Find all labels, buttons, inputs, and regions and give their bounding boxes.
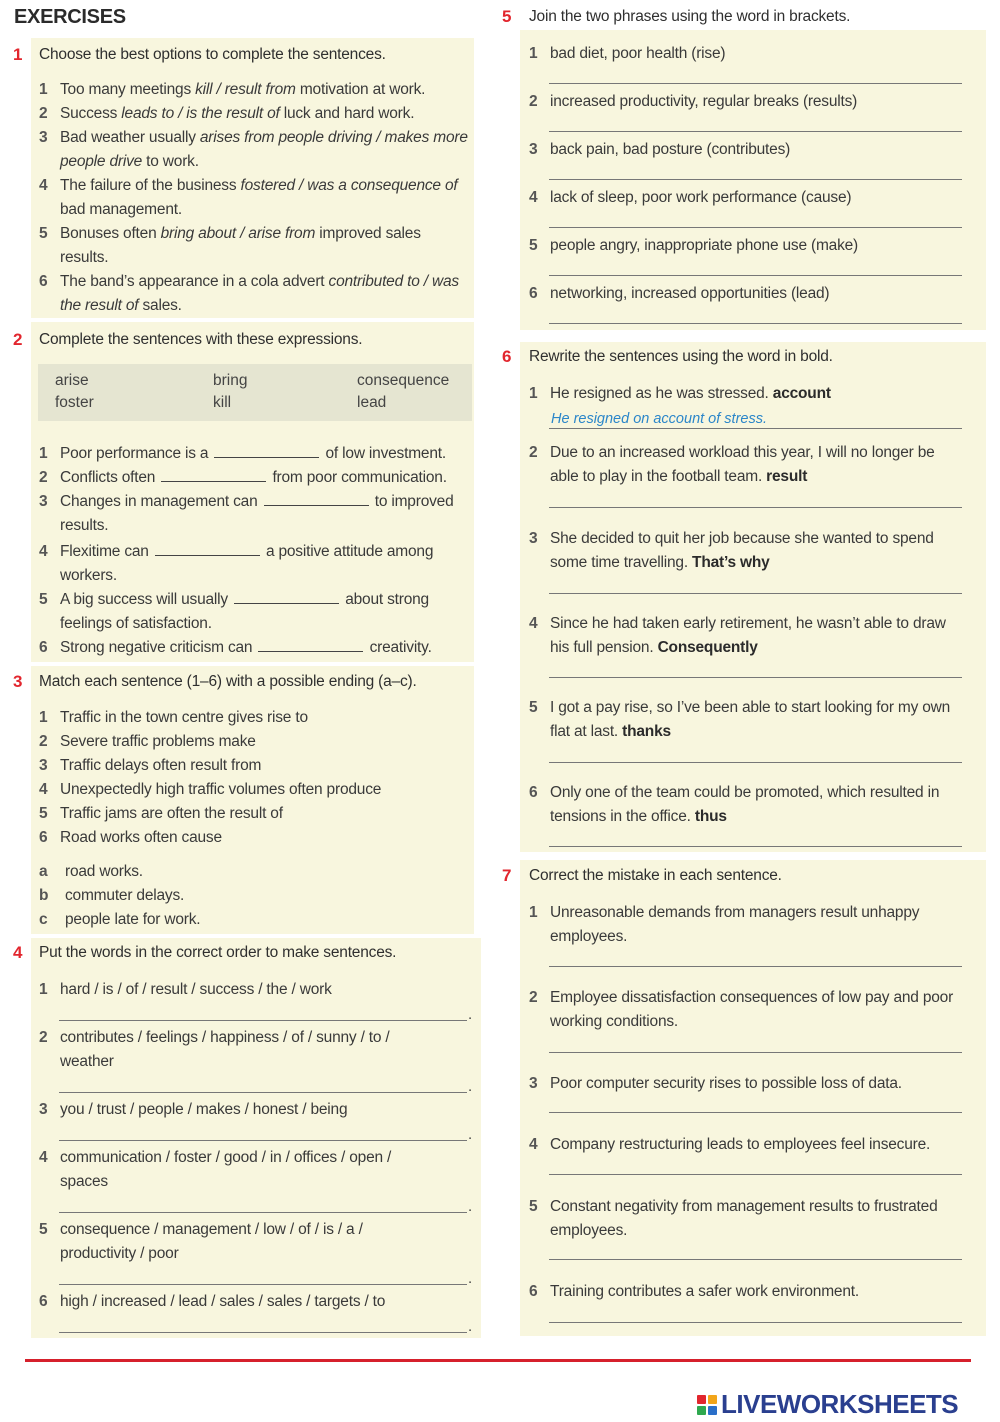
option-choices: leads to / is the result of [121, 105, 280, 122]
item-text: Training contributes a safer work environment. [550, 1283, 859, 1300]
expression-word: arise [55, 372, 89, 389]
item-number: 4 [529, 1136, 538, 1153]
sentence-text: sales. [138, 297, 182, 314]
item-text [60, 270, 471, 318]
answer-line[interactable] [549, 227, 962, 228]
exercise-item [39, 222, 471, 270]
item-number: 1 [39, 81, 48, 98]
example-answer: He resigned on account of stress. [551, 411, 768, 427]
expression-word: kill [213, 394, 232, 411]
exercise-item [39, 778, 469, 802]
item-number: 6 [529, 1283, 538, 1300]
item-text: people angry, inappropriate phone use (make) [550, 237, 859, 254]
item-text [60, 466, 471, 490]
item-text [550, 382, 967, 406]
line-period: . [468, 1318, 473, 1335]
exercise-item [529, 1133, 967, 1157]
item-text [550, 781, 967, 829]
item-number: 6 [39, 829, 48, 846]
exercise-2-instruction: Complete the sentences with these expressions. [39, 331, 363, 348]
item-text: increased productivity, regular breaks (results) [550, 93, 858, 110]
item-text [60, 442, 471, 466]
item-text: Poor computer security rises to possible loss of data. [550, 1075, 902, 1092]
answer-line[interactable] [59, 1140, 467, 1141]
item-text: consequence / management / low / of / is / a / productivity / poor [60, 1221, 363, 1262]
ending-item [39, 860, 459, 884]
sentence-text: The band’s appearance in a cola advert [60, 273, 329, 290]
ending-letter: b [39, 887, 49, 904]
sentence-text: The failure of the business [60, 177, 241, 194]
item-text [60, 540, 471, 588]
item-text [550, 696, 967, 744]
exercise-item [39, 78, 471, 102]
exercise-item [39, 636, 471, 660]
item-number: 4 [529, 189, 538, 206]
sentence-text: about strong feelings of satisfaction. [60, 591, 429, 632]
item-text: Severe traffic problems make [60, 733, 256, 750]
expression-word: consequence [357, 372, 450, 389]
item-text [60, 636, 471, 660]
line-period: . [468, 1078, 473, 1095]
item-number: 5 [529, 1198, 538, 1215]
ending-item [39, 884, 459, 908]
exercise-item [39, 588, 471, 636]
item-text: Employee dissatisfaction consequences of low pay and poor working conditions. [550, 989, 954, 1030]
sentence-text: to improved results. [60, 493, 454, 534]
exercise-item [529, 234, 969, 258]
item-text [60, 78, 471, 102]
exercise-2-number: 2 [13, 330, 23, 349]
blank-input[interactable] [214, 444, 319, 458]
exercise-item [39, 754, 469, 778]
expression-word: bring [213, 372, 248, 389]
item-text: bad diet, poor health (rise) [550, 45, 726, 62]
item-text [60, 490, 471, 538]
item-number: 2 [39, 733, 48, 750]
answer-line[interactable] [59, 1020, 467, 1021]
exercise-item [529, 612, 967, 660]
option-choices: arises from people driving / makes more people drive [60, 129, 468, 170]
item-text: back pain, bad posture (contributes) [550, 141, 791, 158]
item-text: high / increased / lead / sales / sales / targets / to [60, 1293, 386, 1310]
item-text: Unreasonable demands from managers result unhappy employees. [550, 904, 920, 945]
item-number: 4 [39, 781, 48, 798]
expression-word: lead [357, 394, 387, 411]
exercise-item [529, 986, 967, 1034]
answer-line[interactable] [549, 1174, 962, 1175]
exercise-item [529, 282, 969, 306]
sentence-text: Bonuses often [60, 225, 161, 242]
item-number: 1 [39, 981, 48, 998]
item-number: 2 [39, 105, 48, 122]
item-number: 4 [39, 543, 48, 560]
item-number: 4 [529, 615, 538, 632]
exercise-item [529, 781, 967, 829]
answer-line[interactable] [549, 83, 962, 84]
item-text: hard / is / of / result / success / the / work [60, 981, 332, 998]
blank-input[interactable] [161, 468, 266, 482]
exercise-5-instruction: Join the two phrases using the word in brackets. [529, 8, 851, 25]
exercise-3-instruction: Match each sentence (1–6) with a possible ending (a–c). [39, 673, 417, 690]
item-text: Road works often cause [60, 829, 222, 846]
exercise-item [39, 978, 439, 1002]
ending-item [39, 908, 459, 932]
item-text: Traffic delays often result from [60, 757, 262, 774]
sentence-text: Flexitime can [60, 543, 149, 560]
exercise-item [529, 1072, 967, 1096]
sentence-text: He resigned as he was stressed. [550, 385, 769, 402]
item-text [550, 612, 967, 660]
exercise-item [39, 540, 471, 588]
item-number: 5 [39, 591, 48, 608]
item-number: 5 [39, 1221, 48, 1238]
sentence-text: Poor performance is a [60, 445, 209, 462]
item-text [60, 126, 471, 174]
sentence-text: I got a pay rise, so I’ve been able to start looking for my own flat at last. [550, 699, 951, 740]
sentence-text: Only one of the team could be promoted, which resulted in tensions in the office. [550, 784, 940, 825]
option-choices: kill / result from [195, 81, 296, 98]
answer-line[interactable] [59, 1332, 467, 1333]
exercise-6-number: 6 [502, 347, 512, 366]
answer-line[interactable] [549, 966, 962, 967]
exercise-item [39, 102, 471, 126]
item-number: 3 [529, 530, 538, 547]
exercise-4-instruction: Put the words in the correct order to make sentences. [39, 944, 397, 961]
answer-line[interactable] [549, 1322, 962, 1323]
exercise-item [39, 1026, 439, 1074]
item-text: Traffic jams are often the result of [60, 805, 283, 822]
exercise-item [39, 1146, 439, 1194]
item-number: 3 [39, 129, 48, 146]
item-number: 6 [39, 639, 48, 656]
sentence-text: Due to an increased workload this year, I will no longer be able to play in the football team. [550, 444, 935, 485]
item-number: 3 [39, 493, 48, 510]
item-text [60, 588, 471, 636]
blank-input[interactable] [155, 542, 260, 556]
item-number: 6 [529, 784, 538, 801]
item-text: Traffic in the town centre gives rise to [60, 709, 308, 726]
answer-line[interactable] [549, 1259, 962, 1260]
ending-letter: a [39, 863, 48, 880]
exercise-item [39, 730, 469, 754]
sentence-text: a positive attitude among workers. [60, 543, 434, 584]
sentence-text: Too many meetings [60, 81, 196, 98]
exercise-1-number: 1 [13, 45, 23, 64]
exercise-item [529, 42, 969, 66]
exercise-item [39, 706, 469, 730]
item-text [60, 222, 471, 270]
exercise-5-number: 5 [502, 7, 512, 26]
line-period: . [468, 1126, 473, 1143]
item-number: 6 [529, 285, 538, 302]
item-text [550, 441, 967, 489]
answer-line[interactable] [59, 1092, 467, 1093]
exercise-item [39, 1098, 439, 1122]
answer-line[interactable] [549, 507, 962, 508]
blank-input[interactable] [234, 590, 339, 604]
sentence-text: improved sales results. [60, 225, 421, 266]
item-number: 2 [529, 989, 538, 1006]
sentence-text: motivation at work. [295, 81, 426, 98]
sentence-text: bad management. [60, 201, 182, 218]
footer-rule [25, 1359, 971, 1362]
sentence-text: She decided to quit her job because she wanted to spend some time travelling. [550, 530, 934, 571]
answer-line[interactable] [549, 131, 962, 132]
item-number: 6 [39, 1293, 48, 1310]
item-number: 2 [39, 1029, 48, 1046]
item-text: communication / foster / good / in / offices / open / spaces [60, 1149, 392, 1190]
line-period: . [468, 1006, 473, 1023]
blank-input[interactable] [264, 492, 369, 506]
item-number: 1 [39, 709, 48, 726]
item-number: 1 [529, 45, 538, 62]
exercise-item [39, 1290, 439, 1314]
key-word: That’s why [692, 554, 770, 571]
liveworksheets-logo [697, 1389, 958, 1420]
exercise-item [529, 90, 969, 114]
answer-line[interactable] [549, 323, 962, 324]
item-number: 3 [39, 1101, 48, 1118]
item-number: 6 [39, 273, 48, 290]
exercise-6-instruction: Rewrite the sentences using the word in bold. [529, 348, 833, 365]
sentence-text: Strong negative criticism can [60, 639, 253, 656]
answer-line[interactable] [549, 428, 962, 429]
ending-letter: c [39, 911, 48, 928]
ending-text: people late for work. [65, 911, 201, 928]
item-number: 2 [529, 444, 538, 461]
item-number: 1 [39, 445, 48, 462]
exercise-3-number: 3 [13, 672, 23, 691]
exercise-item [39, 1218, 439, 1266]
item-number: 1 [529, 904, 538, 921]
sentence-text: luck and hard work. [279, 105, 415, 122]
item-number: 4 [39, 1149, 48, 1166]
sentence-text: Changes in management can [60, 493, 258, 510]
answer-line[interactable] [549, 846, 962, 847]
item-number: 3 [529, 1075, 538, 1092]
exercise-4-number: 4 [13, 943, 23, 962]
ending-text: road works. [65, 863, 143, 880]
expression-word: foster [55, 394, 94, 411]
answer-line[interactable] [549, 179, 962, 180]
answer-line[interactable] [549, 1052, 962, 1053]
answer-line[interactable] [549, 1112, 962, 1113]
exercise-item [529, 441, 967, 489]
logo-mark-icon [697, 1395, 717, 1415]
sentence-text: Success [60, 105, 122, 122]
answer-line[interactable] [549, 593, 962, 594]
exercise-item [39, 270, 471, 318]
key-word: Consequently [657, 639, 758, 656]
option-choices: contributed to / was the result of [60, 273, 459, 314]
item-text [60, 102, 471, 126]
exercise-item [39, 126, 471, 174]
exercise-1-instruction: Choose the best options to complete the sentences. [39, 46, 386, 63]
item-text: contributes / feelings / happiness / of / sunny / to / weather [60, 1029, 390, 1070]
exercise-item [39, 802, 469, 826]
sentence-text: from poor communication. [272, 469, 447, 486]
exercise-item [529, 186, 969, 210]
sentence-text: to work. [142, 153, 199, 170]
option-choices: bring about / arise from [160, 225, 316, 242]
answer-line[interactable] [59, 1284, 467, 1285]
item-text [60, 174, 471, 222]
item-text: you / trust / people / makes / honest / being [60, 1101, 348, 1118]
exercise-item [529, 138, 969, 162]
item-number: 5 [529, 237, 538, 254]
exercise-item [39, 490, 471, 538]
item-number: 5 [39, 805, 48, 822]
exercise-item [529, 1280, 967, 1304]
exercise-item [529, 901, 967, 949]
item-number: 2 [39, 469, 48, 486]
answer-line[interactable] [549, 762, 962, 763]
sentence-text: A big success will usually [60, 591, 228, 608]
exercise-item [39, 174, 471, 222]
item-number: 2 [529, 93, 538, 110]
item-text [550, 527, 967, 575]
line-period: . [468, 1270, 473, 1287]
key-word: result [766, 468, 808, 485]
item-number: 4 [39, 177, 48, 194]
item-number: 5 [529, 699, 538, 716]
ending-text: commuter delays. [65, 887, 185, 904]
sentence-text: Bad weather usually [60, 129, 200, 146]
exercise-7-instruction: Correct the mistake in each sentence. [529, 867, 782, 884]
item-text: Constant negativity from management results to frustrated employees. [550, 1198, 938, 1239]
exercise-7-number: 7 [502, 866, 512, 885]
sentence-text: of low investment. [325, 445, 446, 462]
item-number: 3 [39, 757, 48, 774]
option-choices: fostered / was a consequence of [240, 177, 458, 194]
key-word: thus [694, 808, 727, 825]
item-text: Company restructuring leads to employees feel insecure. [550, 1136, 931, 1153]
item-number: 3 [529, 141, 538, 158]
key-word: account [772, 385, 831, 402]
key-word: thanks [622, 723, 671, 740]
item-text: networking, increased opportunities (lead) [550, 285, 830, 302]
line-period: . [468, 1198, 473, 1215]
item-text: lack of sleep, poor work performance (cause) [550, 189, 852, 206]
sentence-text: Conflicts often [60, 469, 156, 486]
exercise-item [529, 382, 967, 406]
page-title: EXERCISES [14, 6, 126, 28]
item-text: Unexpectedly high traffic volumes often produce [60, 781, 382, 798]
sentence-text: Since he had taken early retirement, he wasn’t able to draw his full pension. [550, 615, 946, 656]
item-number: 5 [39, 225, 48, 242]
answer-line[interactable] [549, 677, 962, 678]
blank-input[interactable] [258, 638, 363, 652]
item-number: 1 [529, 385, 538, 402]
exercise-item [529, 696, 967, 744]
answer-line[interactable] [59, 1212, 467, 1213]
exercise-item [529, 1195, 967, 1243]
exercise-item [39, 442, 471, 466]
exercise-item [39, 466, 471, 490]
sentence-text: creativity. [369, 639, 432, 656]
logo-text: LIVEWORKSHEETS [721, 1389, 959, 1419]
exercise-item [39, 826, 469, 850]
answer-line[interactable] [549, 275, 962, 276]
exercise-item [529, 527, 967, 575]
